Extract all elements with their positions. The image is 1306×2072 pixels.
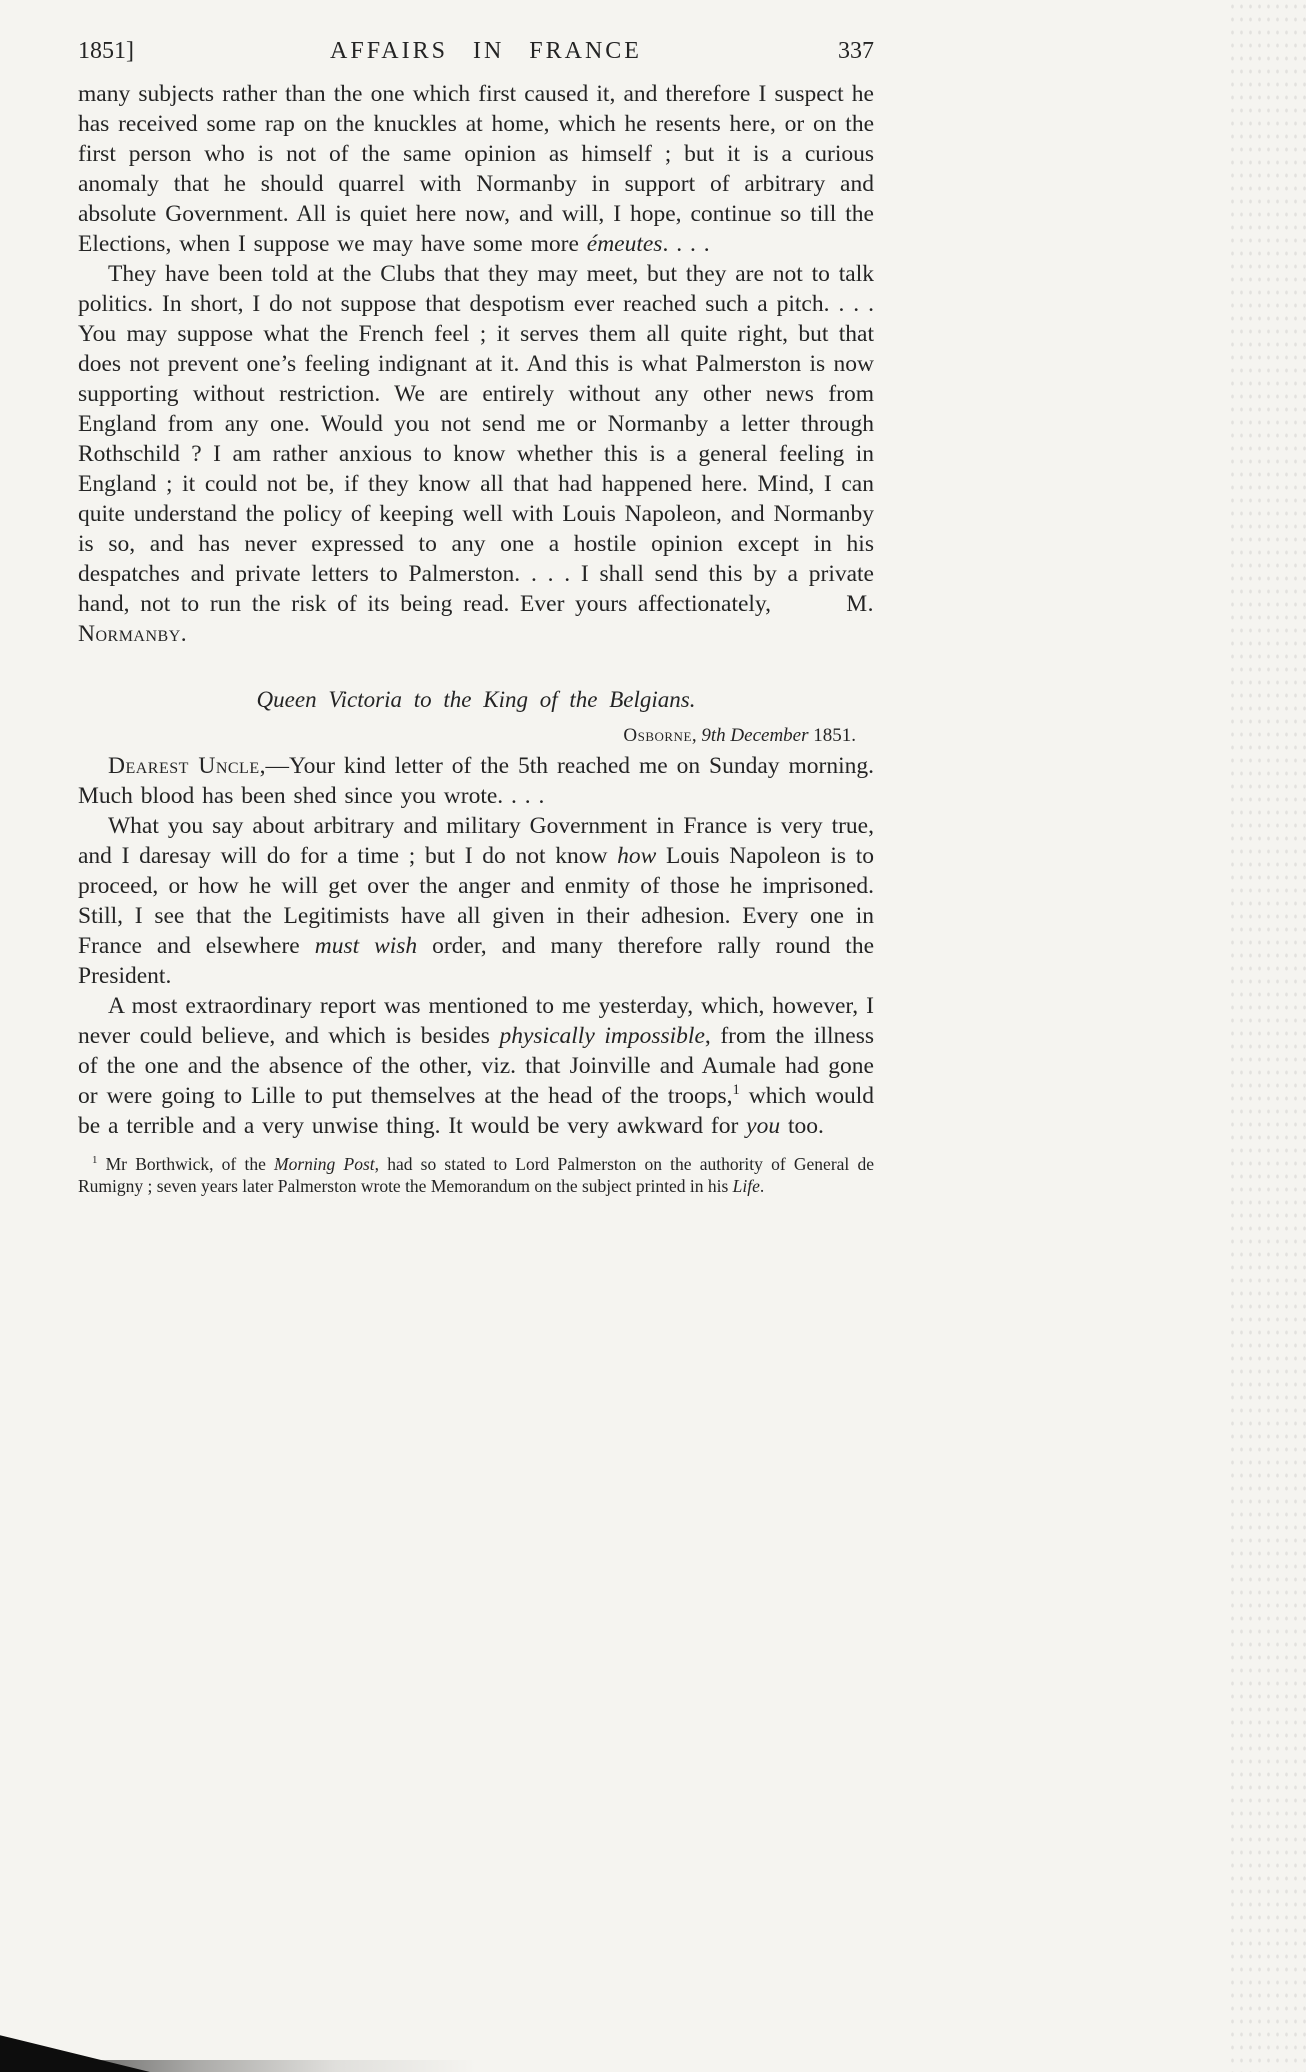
letter-heading: Queen Victoria to the King of the Belgians. xyxy=(256,687,696,712)
text-block xyxy=(78,38,874,1197)
letter-dateline: Osborne, 9th December 1851. xyxy=(623,725,856,746)
paragraph: What you say about arbitrary and military Government in France is very true, and I daresay will do for a time ; but I do not know how Louis Napoleon is to proceed, or how he will get over the anger and enmity of those he imprisoned. Still, I see that the Legitimists have all given in their adhesion. Every one in France and elsewhere must wish order, and many therefore rally round the President. xyxy=(78,813,875,989)
footnote: $^1$ Mr Borthwick, of the Morning Post, had so stated to Lord Palmerston on the authority of General de Rumigny ; seven years later Palmerston wrote the Memorandum on the subject printed in his Life. xyxy=(78,1154,874,1196)
scan-noise xyxy=(1228,0,1306,2072)
paragraph: Dearest Uncle,—Your kind letter of the 5th reached me on Sunday morning. Much blood has been shed since you wrote. . . . xyxy=(78,753,874,809)
header-year: 1851] xyxy=(78,38,134,64)
header-title: AFFAIRS IN FRANCE xyxy=(330,38,642,64)
paragraph: A most extraordinary report was mentioned to me yesterday, which, however, I never could believe, and which is besides physically impossible, from the illness of the one and the absence of the other, viz. that Joinville and Aumale had gone or were going to Lille to put themselves at the head of the troops,$^1$ which would be a terrible and a very unwise thing. It would be very awkward for you too. xyxy=(78,993,874,1139)
paragraph: They have been told at the Clubs that they may meet, but they are not to talk politics. In short, I do not suppose that despotism ever reached such a pitch. . . . You may suppose what the French feel ; it serves them all quite right, but that does not prevent one’s feeling indignant at it. And this is what Palmerston is now supporting without restriction. We are entirely without any other news from England from any one. Would you not send me or Normanby a letter through Rothschild ? I am rather anxious to know whether this is a general feeling in England ; it could not be, if they know all that had happened here. Mind, I can quite understand the policy of keeping well with Louis Napoleon, and Normanby is so, and has never expressed to any one a hostile opinion except in his despatches and private letters to Palmerston. . . . I shall send this by a private hand, not to run the risk of its being read. Ever yours affectionately, M. Normanby. xyxy=(78,261,874,647)
running-header xyxy=(78,38,874,65)
paragraph: many subjects rather than the one which first caused it, and therefore I suspect he has received some rap on the knuckles at home, which he resents here, or on the first person who is not of the same opinion as himself ; but it is a curious anomaly that he should quarrel with Normanby in support of arbitrary and absolute Government. All is quiet here now, and will, I hope, continue so till the Elections, when I suppose we may have some more émeutes. . . . xyxy=(78,81,874,257)
header-page-number: 337 xyxy=(838,38,874,64)
